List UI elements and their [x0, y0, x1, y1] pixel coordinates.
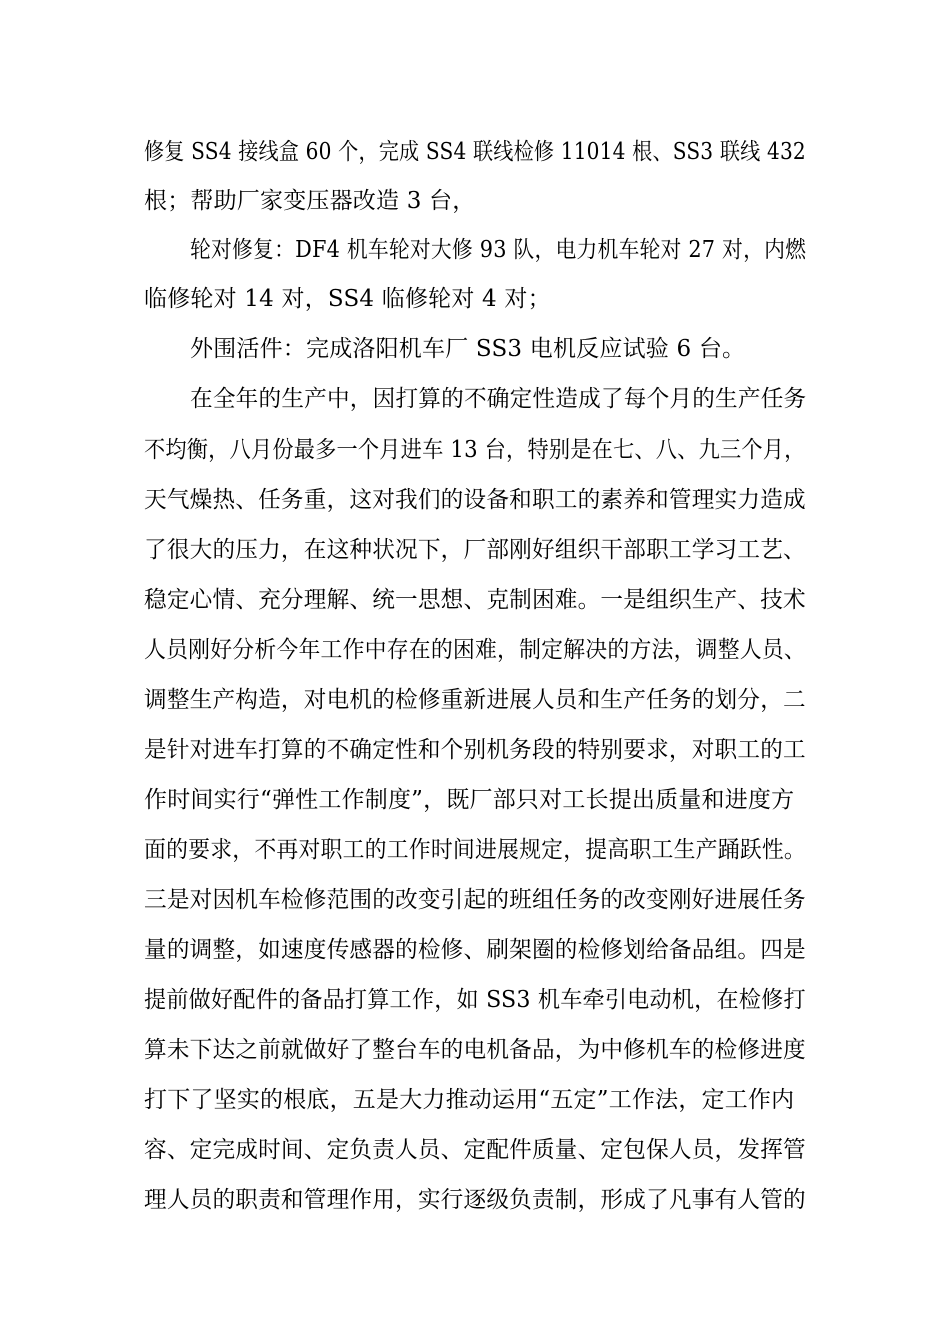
text-line: 打下了坚实的根底，五是大力推动运用“五定”工作法，定工作内 [144, 1087, 795, 1113]
text-line: 天气燥热、任务重，这对我们的设备和职工的素养和管理实力造成 [144, 487, 806, 513]
text-line: 修复 SS4 接线盒 60 个，完成 SS4 联线检修 11014 根、SS3 联线 432 [144, 139, 806, 165]
text-line: 提前做好配件的备品打算工作，如 SS3 机车牵引电动机，在检修打 [144, 987, 806, 1013]
paragraph-first-line: 轮对修复：DF4 机车轮对大修 93 队，电力机车轮对 27 对，内燃 [190, 237, 807, 263]
text-line: 根；帮助厂家变压器改造 3 台， [144, 188, 476, 214]
text-line: 作时间实行“弹性工作制度”，既厂部只对工长提出质量和进度方 [144, 787, 795, 813]
text-line: 是针对进车打算的不确定性和个别机务段的特别要求，对职工的工 [144, 737, 806, 763]
text-line: 不均衡，八月份最多一个月进车 13 台，特别是在七、八、九三个月， [144, 437, 806, 463]
text-line: 人员刚好分析今年工作中存在的困难，制定解决的方法，调整人员、 [144, 637, 806, 663]
text-line: 稳定心情、充分理解、统一思想、克制困难。一是组织生产、技术 [144, 587, 806, 613]
text-line: 调整生产构造，对电机的检修重新进展人员和生产任务的划分，二 [144, 687, 806, 713]
text-line: 三是对因机车检修范围的改变引起的班组任务的改变刚好进展任务 [144, 887, 806, 913]
text-line: 了很大的压力，在这种状况下，厂部刚好组织干部职工学习工艺、 [144, 537, 806, 563]
text-line: 面的要求，不再对职工的工作时间进展规定，提高职工生产踊跃性。 [144, 837, 806, 863]
text-line: 临修轮对 14 对，SS4 临修轮对 4 对； [144, 286, 551, 312]
text-line: 理人员的职责和管理作用，实行逐级负责制，形成了凡事有人管的 [144, 1187, 806, 1213]
text-line: 算未下达之前就做好了整台车的电机备品，为中修机车的检修进度 [144, 1037, 806, 1063]
paragraph-first-line: 在全年的生产中，因打算的不确定性造成了每个月的生产任务 [190, 386, 807, 412]
text-line: 容、定完成时间、定负责人员、定配件质量、定包保人员，发挥管 [144, 1137, 806, 1163]
text-line: 量的调整，如速度传感器的检修、刷架圈的检修划给备品组。四是 [144, 937, 806, 963]
paragraph-first-line: 外围活件：完成洛阳机车厂 SS3 电机反应试验 6 台。 [190, 336, 746, 362]
